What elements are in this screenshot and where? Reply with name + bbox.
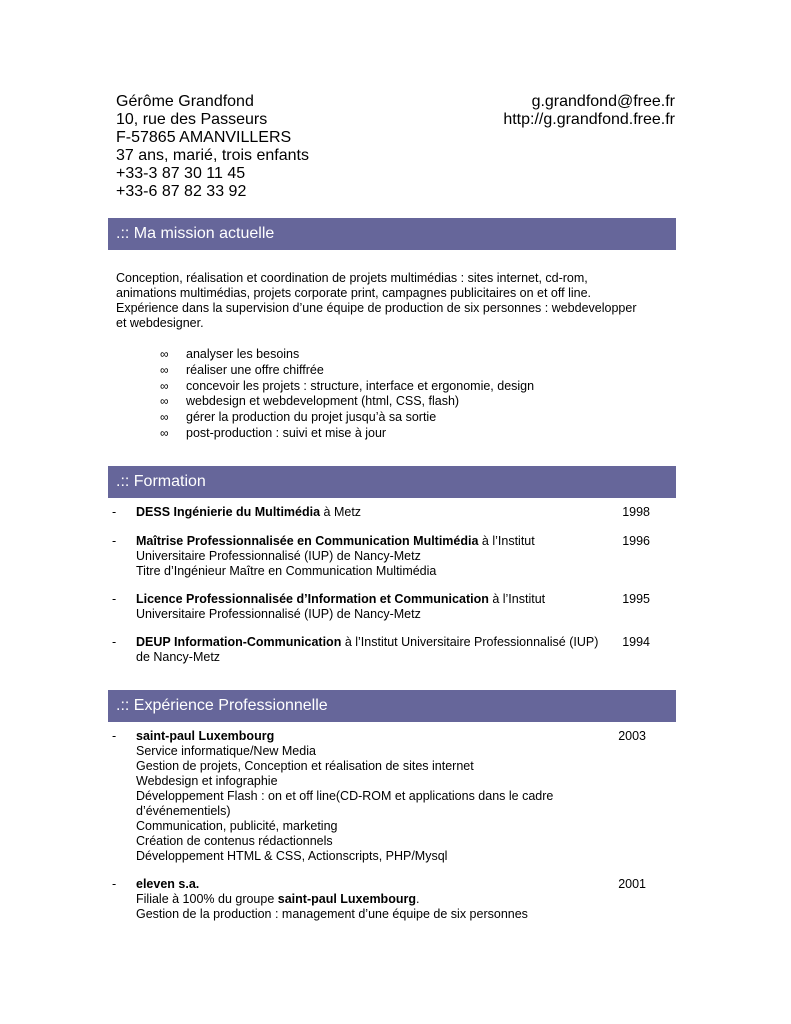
experience-detail: d’événementiels) [136,804,231,818]
degree-title: DEUP Information-Communication [136,635,342,649]
section-title-formation: .:: Formation [108,466,676,498]
formation-body [136,592,616,622]
dash-marker: - [112,635,117,649]
experience-detail: Création de contenus rédactionnels [136,834,333,848]
mission-line-3: Expérience dans la supervision d’une équipe de production de six personnes : webdevelopper [116,301,637,315]
mission-line-1: Conception, réalisation et coordination de projets multimédias : sites internet, cd-rom, [116,271,588,285]
list-item [160,394,534,410]
experience-detail: Développement HTML & CSS, Actionscripts, PHP/Mysql [136,849,448,863]
subtitle-suffix: . [415,892,420,906]
dash-marker: - [112,534,117,548]
experience-detail: Développement Flash : on et off line(CD-ROM et applications dans le cadre [136,789,554,803]
formation-detail: Titre d’Ingénieur Maître en Communication Multimédia [136,564,437,578]
formation-detail: Universitaire Professionnalisé (IUP) de Nancy-Metz [136,607,421,621]
degree-place: à l’Institut [488,592,546,606]
contact-info: 37 ans, marié, trois enfants [116,147,309,164]
bullet-text: post-production : suivi et mise à jour [186,425,387,440]
contact-address [116,93,309,201]
bullet-text: analyser les besoins [186,347,300,361]
mission-line-4: et webdesigner. [116,316,204,330]
contact-city: F-57865 AMANVILLERS [116,129,292,146]
formation-year: 1998 [622,505,650,519]
infinity-bullet-icon: ∞ [160,378,169,393]
experience-detail: Service informatique/New Media [136,744,316,758]
dash-marker: - [112,729,117,743]
degree-place: à l’Institut [478,534,535,548]
list-item [160,363,534,379]
infinity-bullet-icon: ∞ [160,410,169,425]
contact-email[interactable]: g.grandfond@free.fr [531,93,675,110]
infinity-bullet-icon: ∞ [160,394,169,409]
formation-detail: Universitaire Professionnalisé (IUP) de Nancy-Metz [136,549,421,563]
formation-body [136,635,616,665]
contact-street: 10, rue des Passeurs [116,111,268,128]
experience-body [136,729,596,864]
infinity-bullet-icon: ∞ [160,362,169,377]
formation-year: 1996 [622,534,650,548]
parent-company: saint-paul Luxembourg [277,892,416,906]
section-title-mission: .:: Ma mission actuelle [108,218,676,250]
formation-detail: de Nancy-Metz [136,650,221,664]
experience-detail: Gestion de projets, Conception et réalisation de sites internet [136,759,474,773]
mission-bullet-list [160,347,534,442]
bullet-text: gérer la production du projet jusqu’à sa sortie [186,410,437,425]
mission-line-2: animations multimédias, projets corporate print, campagnes publicitaires on et off line. [116,286,592,300]
subtitle-prefix: Filiale à 100% du groupe [136,892,278,906]
bullet-text: concevoir les projets : structure, interface et ergonomie, design [186,378,535,393]
company-name: eleven s.a. [136,877,200,891]
formation-year: 1994 [622,635,650,649]
contact-online [503,93,675,129]
degree-place: à l’Institut Universitaire Professionnalisé (IUP) [341,635,599,649]
company-name: saint-paul Luxembourg [136,729,275,743]
formation-body [136,534,616,579]
list-item [160,410,534,426]
bullet-text: réaliser une offre chiffrée [186,362,324,377]
infinity-bullet-icon: ∞ [160,347,169,361]
list-item [160,347,534,363]
degree-place: à Metz [320,505,362,519]
experience-body [136,877,616,922]
infinity-bullet-icon: ∞ [160,425,169,440]
formation-year: 1995 [622,592,650,606]
list-item [160,379,534,395]
section-title-experience: .:: Expérience Professionnelle [108,690,676,722]
formation-body [136,505,616,520]
dash-marker: - [112,592,117,606]
degree-title: Licence Professionnalisée d’Information et Communication [136,592,489,606]
contact-phone-1: +33-3 87 30 11 45 [116,165,246,182]
bullet-text: webdesign et webdevelopment (html, CSS, flash) [186,394,460,409]
dash-marker: - [112,877,117,891]
mission-description [116,271,676,331]
experience-subtitle [136,892,616,907]
degree-title: DESS Ingénierie du Multimédia [136,505,321,519]
dash-marker: - [112,505,117,519]
experience-detail: Communication, publicité, marketing [136,819,338,833]
experience-detail: Gestion de la production : management d’une équipe de six personnes [136,907,528,921]
experience-year: 2001 [618,877,646,891]
degree-title: Maîtrise Professionnalisée en Communication Multimédia [136,534,479,548]
list-item [160,426,534,442]
experience-detail: Webdesign et infographie [136,774,278,788]
contact-website[interactable]: http://g.grandfond.free.fr [503,111,675,128]
contact-phone-2: +33-6 87 82 33 92 [116,183,247,200]
experience-year: 2003 [618,729,646,743]
contact-name: Gérôme Grandfond [116,93,254,110]
